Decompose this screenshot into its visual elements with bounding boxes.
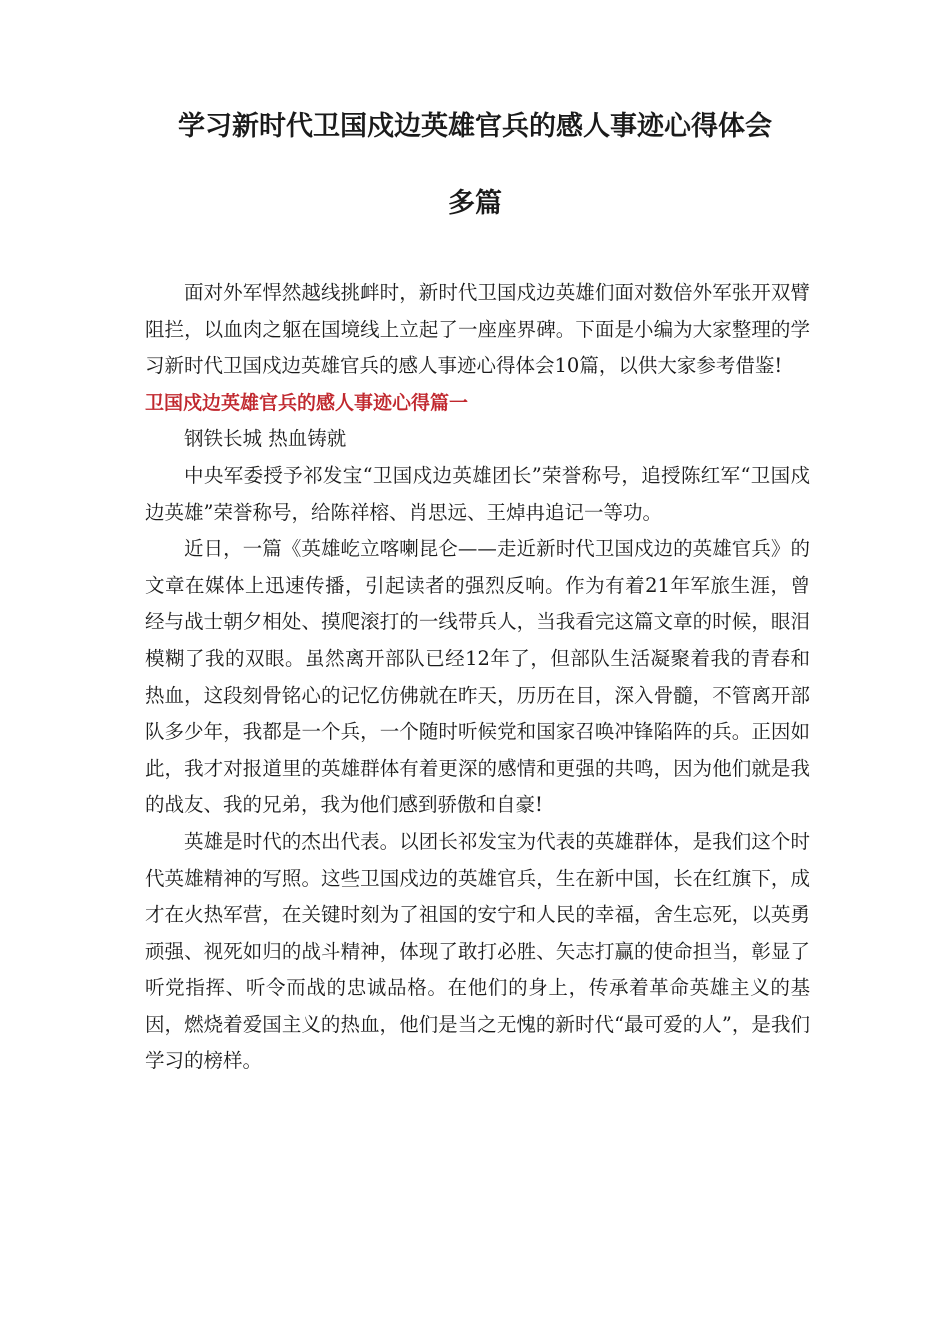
- document-body: [145, 275, 810, 1080]
- intro-paragraph: 面对外军悍然越线挑衅时，新时代卫国戍边英雄们面对数倍外军张开双臂阻拦，以血肉之躯在国境线上立起了一座座界碑。下面是小编为大家整理的学习新时代卫国戍边英雄官兵的感人事迹心得体会10篇，以供大家参考借鉴!: [145, 281, 810, 378]
- body-paragraph: 近日，一篇《英雄屹立喀喇昆仑——走近新时代卫国戍边的英雄官兵》的文章在媒体上迅速传播，引起读者的强烈反响。作为有着21年军旅生涯，曾经与战士朝夕相处、摸爬滚打的一线带兵人，当我看完这篇文章的时候，眼泪模糊了我的双眼。虽然离开部队已经12年了，但部队生活凝聚着我的青春和热血，这段刻骨铭心的记忆仿佛就在昨天，历历在目，深入骨髓，不管离开部队多少年，我都是一个兵，一个随时听候党和国家召唤冲锋陷阵的兵。正因如此，我才对报道里的英雄群体有着更深的感情和更强的共鸣，因为他们就是我的战友、我的兄弟，我为他们感到骄傲和自豪!: [145, 537, 810, 817]
- section-subtitle: 钢铁长城 热血铸就: [184, 427, 347, 451]
- body-paragraph: 中央军委授予祁发宝“卫国戍边英雄团长”荣誉称号，追授陈红军“卫国戍边英雄”荣誉称号，给陈祥榕、肖思远、王焯冉追记一等功。: [145, 463, 810, 524]
- document-title-line1: 学习新时代卫国戍边英雄官兵的感人事迹心得体会: [178, 111, 772, 142]
- body-paragraph: 英雄是时代的杰出代表。以团长祁发宝为代表的英雄群体，是我们这个时代英雄精神的写照。这些卫国戍边的英雄官兵，生在新中国，长在红旗下，成才在火热军营，在关键时刻为了祖国的安宁和人民的幸福，舍生忘死，以英勇顽强、视死如归的战斗精神，体现了敢打必胜、矢志打赢的使命担当，彰显了听党指挥、听令而战的忠诚品格。在他们的身上，传承着革命英雄主义的基因，燃烧着爱国主义的热血，他们是当之无愧的新时代“最可爱的人”，是我们学习的榜样。: [145, 829, 810, 1073]
- section-heading: 卫国戍边英雄官兵的感人事迹心得篇一: [145, 391, 469, 414]
- document-title-line2: 多篇: [448, 188, 502, 219]
